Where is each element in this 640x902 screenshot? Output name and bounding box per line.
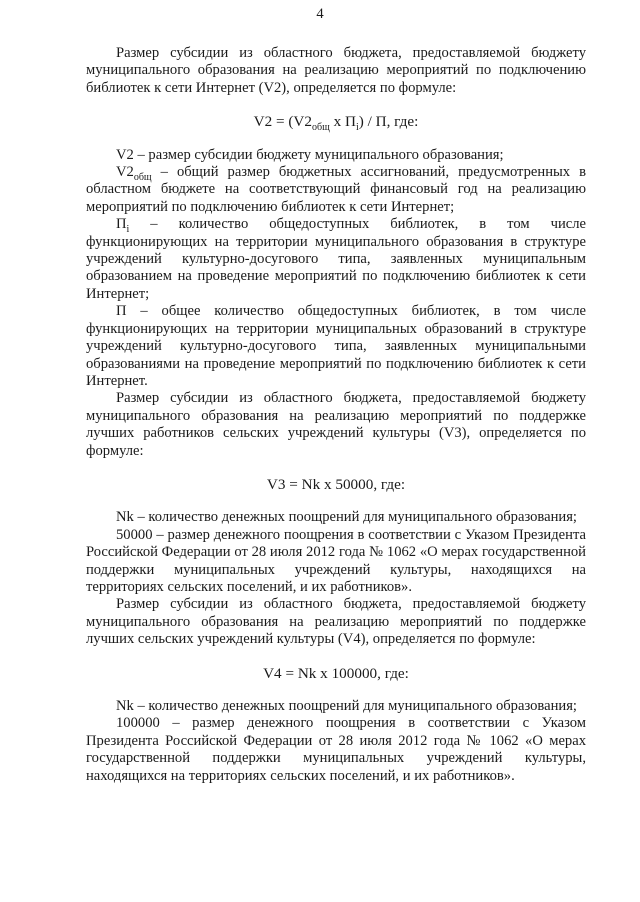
formula-v2-mid: x П bbox=[329, 113, 356, 131]
definition-v2: V2 – размер субсидии бюджету муниципального образования; bbox=[116, 146, 504, 163]
formula-v2-lhs: V2 = (V2 bbox=[253, 113, 312, 131]
definition-pi-sub: i bbox=[126, 224, 130, 236]
definition-v2-obsh-text: – общий размер бюджетных ассигнований, предусмотренных в областном бюджете на соответствующий финансовый год на реализацию мероприятий по подключению библиотек к сети Интернет; bbox=[86, 164, 586, 215]
formula-v2-sub-i: i bbox=[355, 122, 359, 134]
definition-nk-2: Nk – количество денежных поощрений для муниципального образования; bbox=[116, 698, 577, 714]
definition-v2-obsh-head: V2 bbox=[116, 164, 134, 181]
definition-nk-1: Nk – количество денежных поощрений для муниципального образования; bbox=[116, 509, 577, 526]
definition-p: П – общее количество общедоступных библиотек, в том числе функционирующих на территории муниципальных образований в структуре учреждений культурно-досугового типа, заявленных муниципальными образованиями на проведение мероприятий по подключению библиотек к сети Интернет. bbox=[86, 303, 586, 389]
page-number: 4 bbox=[316, 6, 324, 22]
formula-v2-rhs: ) / П, где: bbox=[358, 113, 419, 131]
paragraph-v2-intro: Размер субсидии из областного бюджета, предоставляемой бюджету муниципального образования на реализацию мероприятий по подключению библиотек к сети Интернет (V2), определяется по формуле: bbox=[86, 45, 586, 96]
definition-100000: 100000 – размер денежного поощрения в соответствии с Указом Президента Российской Федерации от 28 июля 2012 года № 1062 «О мерах государственной поддержки муниципальных учреждений культуры, находящихся на территориях сельских поселений, и их работников». bbox=[86, 715, 586, 784]
document-body bbox=[86, 45, 586, 785]
definition-pi-text: – количество общедоступных библиотек, в том числе функционирующих на территории муниципального образования в структуре учреждений культурно-досугового типа, заявленных муниципальным образованием на проведение мероприятий по подключению библиотек к сети Интернет; bbox=[86, 216, 586, 302]
definition-50000: 50000 – размер денежного поощрения в соответствии с Указом Президента Российской Федерации от 28 июля 2012 года № 1062 «О мерах государственной поддержки муниципальных учреждений культуры, находящихся на территориях сельских поселений, и их работников». bbox=[86, 526, 586, 595]
definition-v2-obsh bbox=[86, 164, 586, 216]
formula-v2 bbox=[86, 113, 586, 134]
definition-v2-obsh-sub: общ bbox=[133, 171, 152, 183]
formula-v2-sub-obsh: общ bbox=[312, 122, 330, 134]
formula-v4: V4 = Nk x 100000, где: bbox=[263, 664, 409, 682]
paragraph-v4-intro: Размер субсидии из областного бюджета, предоставляемой бюджету муниципального образования на реализацию мероприятий по поддержке лучших сельских учреждений культуры (V4), определяется по формуле: bbox=[86, 596, 586, 648]
definition-pi-head: П bbox=[116, 216, 127, 233]
definition-pi bbox=[86, 216, 586, 303]
formula-v3: V3 = Nk x 50000, где: bbox=[266, 475, 406, 493]
paragraph-v3-intro: Размер субсидии из областного бюджета, предоставляемой бюджету муниципального образования на реализацию мероприятий по поддержке лучших работников сельских учреждений культуры (V3), определяется по формуле: bbox=[86, 390, 586, 459]
